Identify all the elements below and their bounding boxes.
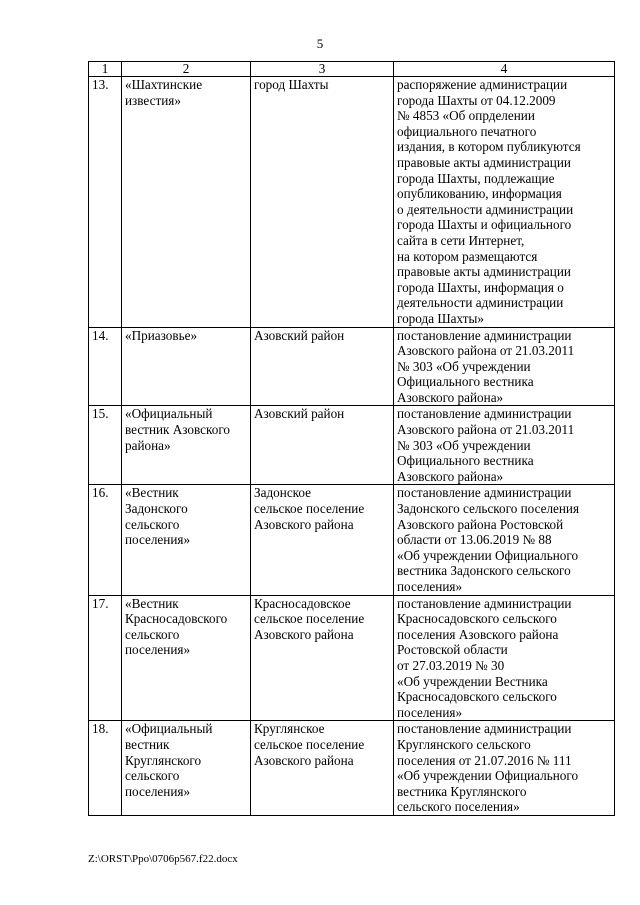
legal-act-cell	[394, 77, 615, 328]
cell-text-line: Азовского района»	[397, 468, 504, 484]
cell-text-line: поселения»	[125, 532, 191, 548]
cell-text-line: Ростовской области	[397, 642, 508, 658]
cell-text-line: о деятельности администрации	[397, 201, 574, 217]
cell-text-line: Круглянского сельского	[397, 736, 531, 752]
cell-text-line: Круглянского	[125, 752, 202, 768]
header-col-2: 2	[122, 62, 251, 77]
cell-text-line: вестник	[125, 736, 170, 752]
cell-text-line: поселения от 21.07.2016 № 111	[397, 752, 572, 768]
cell-text-line: постановление администрации	[397, 595, 572, 611]
cell-text-line: Красносадовского	[125, 611, 228, 627]
table-row	[89, 77, 615, 328]
row-number: 16.	[89, 485, 122, 595]
cell-text-line: поселения Азовского района	[397, 626, 559, 642]
cell-text-line: «Вестник	[125, 485, 179, 501]
header-col-1: 1	[89, 62, 122, 77]
cell-text-line: Официального вестника	[397, 453, 534, 469]
territory-cell	[251, 595, 394, 721]
cell-text-line: поселения»	[125, 642, 191, 658]
cell-text-line: постановление администрации	[397, 327, 572, 343]
legal-act-cell	[394, 721, 615, 816]
cell-text-line: поселения»	[397, 704, 463, 720]
cell-text-line: города Шахты от 04.12.2009	[397, 92, 556, 108]
cell-text-line: «Шахтинские	[125, 77, 203, 92]
cell-text-line: города Шахты и официального	[397, 217, 572, 233]
publication-name-cell	[122, 721, 251, 816]
row-number: 14.	[89, 327, 122, 406]
cell-text-line: города Шахты, информация о	[397, 279, 564, 295]
legal-act-cell	[394, 406, 615, 485]
cell-text-line: на котором размещаются	[397, 248, 538, 264]
cell-text-line: город Шахты	[254, 77, 329, 92]
cell-text-line: Задонское	[254, 485, 312, 501]
cell-text-line: Азовского района от 21.03.2011	[397, 422, 575, 438]
publication-name-cell	[122, 485, 251, 595]
cell-text-line: Официального вестника	[397, 374, 534, 390]
cell-text-line: правовые акты администрации	[397, 264, 571, 280]
cell-text-line: сельского поселения»	[397, 799, 520, 815]
publication-name-cell	[122, 77, 251, 328]
territory-cell	[251, 721, 394, 816]
table-header	[89, 62, 615, 77]
cell-text-line: сельского	[125, 768, 180, 784]
cell-text-line: сельского	[125, 516, 180, 532]
footer-file-path: Z:\ORST\Ppo\0706p567.f22.docx	[88, 853, 238, 865]
cell-text-line: «Об учреждении Официального	[397, 547, 579, 563]
cell-text-line: Красносадовского сельского	[397, 611, 557, 627]
territory-cell	[251, 77, 394, 328]
row-number: 17.	[89, 595, 122, 721]
cell-text-line: сельского	[125, 626, 180, 642]
table-row	[89, 327, 615, 406]
cell-text-line: № 303 «Об учреждении	[397, 358, 531, 374]
cell-text-line: № 4853 «Об опрделении	[397, 108, 535, 124]
cell-text-line: «Приазовье»	[125, 327, 198, 343]
cell-text-line: Красносадовского сельского	[397, 689, 557, 705]
cell-text-line: Азовский район	[254, 406, 345, 422]
cell-text-line: правовые акты администрации	[397, 154, 571, 170]
cell-text-line: Красносадовское	[254, 595, 351, 611]
cell-text-line: постановление администрации	[397, 485, 572, 501]
cell-text-line: сельское поселение	[254, 736, 365, 752]
cell-text-line: от 27.03.2019 № 30	[397, 657, 505, 673]
cell-text-line: официального печатного	[397, 123, 537, 139]
table-body	[89, 77, 615, 816]
cell-text-line: сельское поселение	[254, 611, 365, 627]
row-number: 13.	[89, 77, 122, 328]
cell-text-line: Азовский район	[254, 327, 345, 343]
cell-text-line: города Шахты»	[397, 310, 484, 326]
cell-text-line: вестник Азовского	[125, 422, 231, 438]
cell-text-line: постановление администрации	[397, 406, 572, 422]
cell-text-line: Азовского района	[254, 626, 354, 642]
cell-text-line: района»	[125, 437, 171, 453]
cell-text-line: Азовского района от 21.03.2011	[397, 343, 575, 359]
cell-text-line: Азовского района	[254, 752, 354, 768]
cell-text-line: издания, в котором публикуются	[397, 139, 581, 155]
publication-name-cell	[122, 595, 251, 721]
table-row	[89, 595, 615, 721]
row-number: 18.	[89, 721, 122, 816]
legal-act-cell	[394, 327, 615, 406]
publications-table	[88, 61, 615, 816]
cell-text-line: «Вестник	[125, 595, 179, 611]
cell-text-line: Азовского района Ростовской	[397, 516, 564, 532]
cell-text-line: города Шахты, подлежащие	[397, 170, 555, 186]
cell-text-line: Азовского района	[254, 516, 354, 532]
cell-text-line: вестника Круглянского	[397, 783, 527, 799]
cell-text-line: сайта в сети Интернет,	[397, 232, 525, 248]
cell-text-line: № 303 «Об учреждении	[397, 437, 531, 453]
cell-text-line: поселения»	[125, 783, 191, 799]
cell-text-line: Азовского района»	[397, 389, 504, 405]
row-number: 15.	[89, 406, 122, 485]
cell-text-line: «Об учреждении Вестника	[397, 673, 548, 689]
cell-text-line: вестника Задонского сельского	[397, 563, 571, 579]
publication-name-cell	[122, 406, 251, 485]
cell-text-line: известия»	[125, 92, 181, 108]
cell-text-line: Круглянское	[254, 721, 325, 737]
territory-cell	[251, 406, 394, 485]
territory-cell	[251, 485, 394, 595]
cell-text-line: сельское поселение	[254, 501, 365, 517]
table-row	[89, 721, 615, 816]
cell-text-line: деятельности администрации	[397, 295, 564, 311]
cell-text-line: «Официальный	[125, 721, 213, 737]
cell-text-line: постановление администрации	[397, 721, 572, 737]
cell-text-line: Задонского сельского поселения	[397, 501, 580, 517]
cell-text-line: области от 13.06.2019 № 88	[397, 532, 552, 548]
publication-name-cell	[122, 327, 251, 406]
cell-text-line: опубликованию, информация	[397, 186, 562, 202]
cell-text-line: «Об учреждении Официального	[397, 768, 579, 784]
cell-text-line: поселения»	[397, 579, 463, 594]
table-row	[89, 485, 615, 595]
page-number: 5	[316, 36, 324, 51]
cell-text-line: распоряжение администрации	[397, 77, 568, 92]
cell-text-line: «Официальный	[125, 406, 213, 422]
cell-text-line: Задонского	[125, 501, 188, 517]
table-row	[89, 406, 615, 485]
legal-act-cell	[394, 595, 615, 721]
header-col-3: 3	[251, 62, 394, 77]
territory-cell	[251, 327, 394, 406]
header-col-4: 4	[394, 62, 615, 77]
legal-act-cell	[394, 485, 615, 595]
